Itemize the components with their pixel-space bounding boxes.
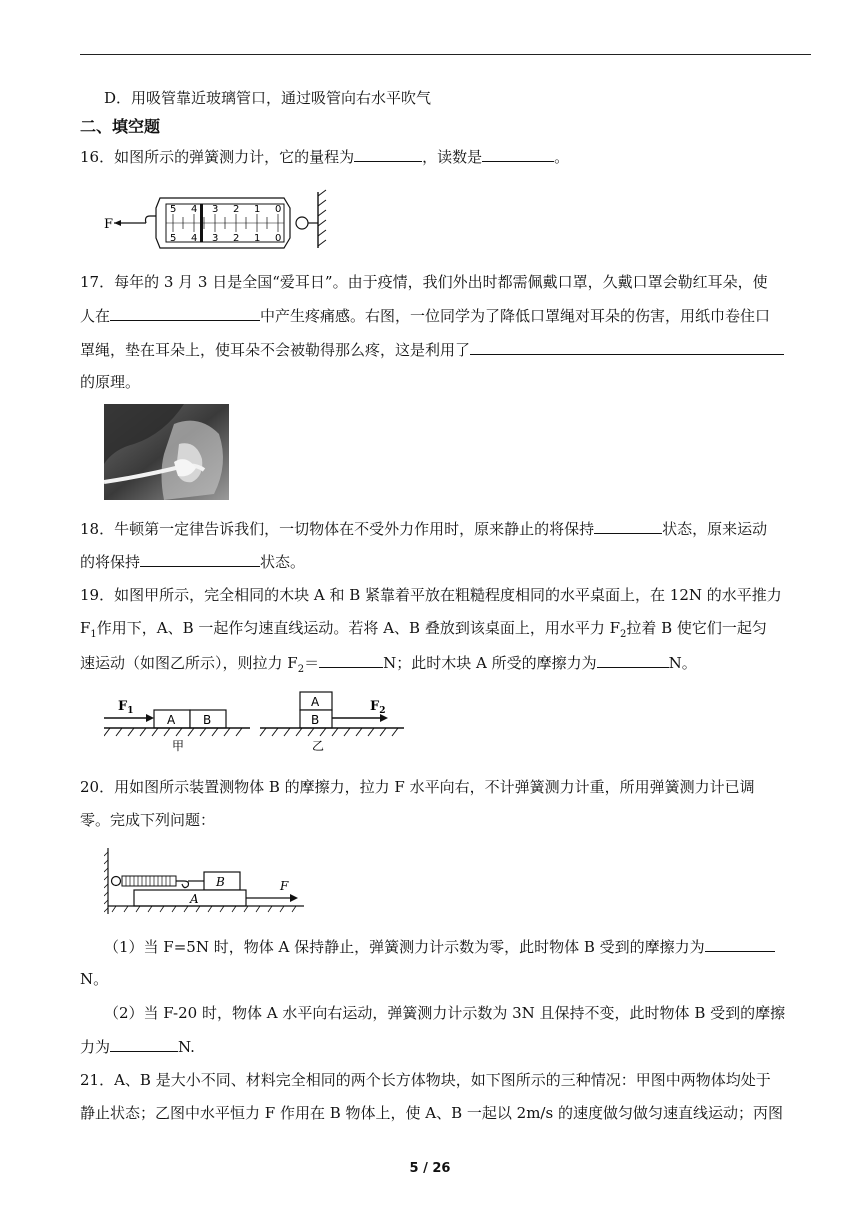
section-title: 二、填空题: [80, 117, 161, 136]
friction-setup-figure: [104, 846, 308, 918]
q17-line4: 的原理。: [80, 373, 141, 391]
scale-pointer: [200, 204, 203, 242]
force-f: F: [280, 879, 289, 893]
q19-line1: 19．如图甲所示，完全相同的木块 A 和 B 紧靠着平放在粗糙程度相同的水平桌面上，在 12N 的水平推力: [80, 586, 782, 604]
svg-text:0: 0: [275, 204, 282, 215]
label-jia: 甲: [172, 739, 185, 753]
blocks-figure: [104, 688, 406, 756]
svg-text:5: 5: [170, 204, 177, 215]
q20-part2-line2: 力为 N.: [80, 1038, 195, 1056]
q16-blank-reading[interactable]: [482, 146, 554, 162]
f1-label: $F_1$: [118, 699, 134, 716]
svg-text:A: A: [167, 713, 176, 727]
q18-blank-2[interactable]: [140, 551, 260, 567]
q17-line3: 罩绳，垫在耳朵上，使耳朵不会被勒得那么疼，这是利用了: [80, 339, 784, 360]
page-number: 5 / 26: [409, 1161, 451, 1176]
force-f-label: F: [104, 217, 114, 232]
q17-blank-2[interactable]: [470, 339, 784, 355]
q21-line1: 21．A、B 是大小不同、材料完全相同的两个长方体物块，如下图所示的三种情况：甲图中两物体均处于: [80, 1071, 771, 1089]
q18-line2: 的将保持 状态。: [80, 553, 306, 571]
svg-text:3: 3: [212, 204, 219, 215]
header-rule: [80, 54, 811, 55]
svg-text:B: B: [203, 713, 212, 727]
svg-text:0: 0: [275, 233, 282, 244]
f2-label: $F_2$: [370, 699, 386, 716]
q17-line1: 17．每年的 3 月 3 日是全国“爱耳日”。由于疫情，我们外出时都需佩戴口罩，久戴口罩会勒红耳朵，使: [80, 273, 768, 291]
svg-text:2: 2: [233, 204, 240, 215]
q16-text: 16．如图所示的弹簧测力计，它的量程为 ，读数是 。: [80, 148, 570, 166]
q20-part1-line2: N。: [80, 970, 109, 988]
svg-text:4: 4: [191, 233, 198, 244]
q18-blank-1[interactable]: [594, 518, 662, 534]
svg-text:3: 3: [212, 233, 219, 244]
q20-blank-1[interactable]: [705, 936, 775, 952]
svg-text:A: A: [190, 892, 199, 906]
q16-blank-range[interactable]: [354, 146, 422, 162]
svg-text:5: 5: [170, 233, 177, 244]
q20-blank-2[interactable]: [110, 1036, 178, 1052]
q20-part2-line1: （2）当 F-20 时，物体 A 水平向右运动，弹簧测力计示数为 3N 且保持不变，此时物体 B 受到的摩擦: [104, 1004, 786, 1022]
svg-text:4: 4: [191, 204, 198, 215]
q21-line2: 静止状态；乙图中水平恒力 F 作用在 B 物体上，使 A、B 一起以 2m/s 的速度做匀做匀速直线运动；丙图: [80, 1104, 783, 1122]
q17-blank-1[interactable]: [110, 305, 260, 321]
q20-line1: 20．用如图所示装置测物体 B 的摩擦力，拉力 F 水平向右，不计弹簧测力计重，所用弹簧测力计已调: [80, 778, 755, 796]
label-yi: 乙: [312, 739, 325, 753]
q20-line2: 零。完成下列问题：: [80, 811, 216, 829]
q20-part1-line1: （1）当 F=5N 时，物体 A 保持静止，弹簧测力计示数为零，此时物体 B 受到的摩擦力为: [104, 936, 775, 957]
svg-text:B: B: [216, 875, 225, 889]
ear-mask-photo: [104, 404, 229, 500]
svg-text:1: 1: [254, 233, 261, 244]
svg-text:2: 2: [233, 233, 240, 244]
svg-text:1: 1: [254, 204, 261, 215]
q19-line3: 速运动（如图乙所示），则拉力 $F_2= N$；此时木块 A 所受的摩擦力为 N。: [80, 654, 697, 675]
q15-option-d: D．用吸管靠近玻璃管口，通过吸管向右水平吹气: [104, 89, 432, 107]
spring-scale-figure: [104, 186, 340, 250]
q17-line2: 人在 中产生疼痛感。右图，一位同学为了降低口罩绳对耳朵的伤害，用纸巾卷住口: [80, 307, 771, 325]
q19-blank-2[interactable]: [597, 652, 669, 668]
q18-line1: 18．牛顿第一定律告诉我们，一切物体在不受外力作用时，原来静止的将保持 状态，原来运动: [80, 520, 768, 538]
svg-text:B: B: [311, 713, 320, 727]
svg-text:A: A: [311, 695, 320, 709]
q19-blank-1[interactable]: [319, 652, 383, 668]
q19-line2: $F_1$作用下，A、B 一起作匀速直线运动。若将 A、B 叠放到该桌面上，用水平力 $F_2$拉着 B 使它们一起匀: [80, 619, 767, 640]
